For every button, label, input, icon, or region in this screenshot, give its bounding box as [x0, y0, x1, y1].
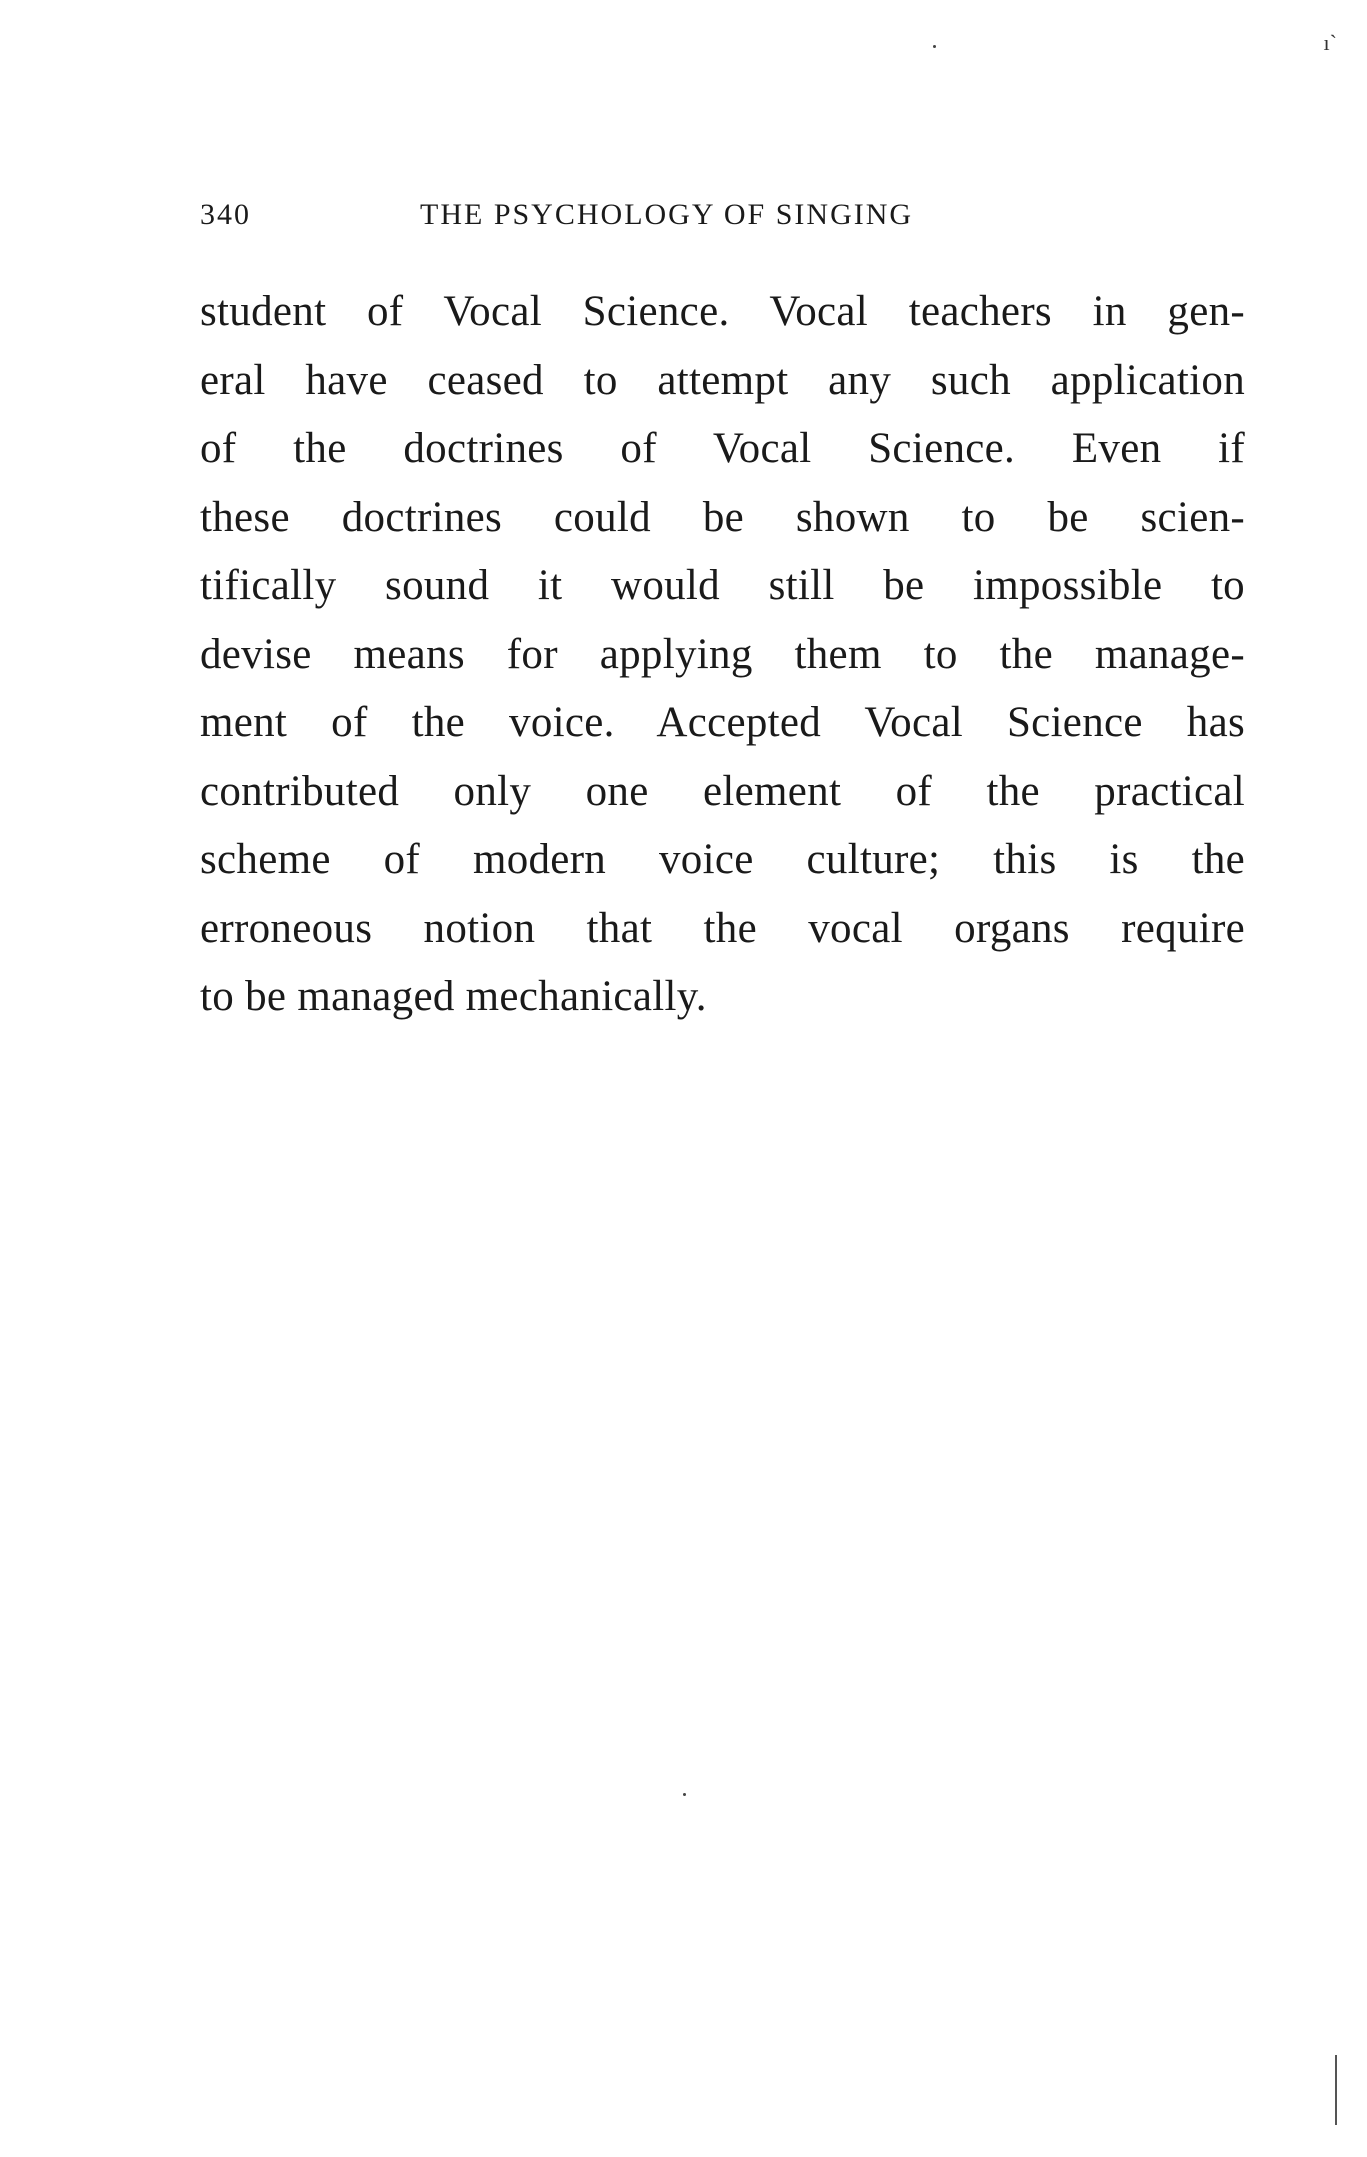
- text-line: ment of the voice. Accepted Vocal Science has: [200, 699, 1245, 746]
- running-header: [200, 198, 1245, 234]
- text-line: student of Vocal Science. Vocal teachers in gen-: [200, 288, 1245, 335]
- running-title: THE PSYCHOLOGY OF SINGING: [420, 198, 914, 231]
- body-paragraph: [200, 278, 1245, 1032]
- text-line: contributed only one element of the practical: [200, 767, 1245, 815]
- text-line: scheme of modern voice culture; this is the: [200, 836, 1245, 883]
- scan-corner-mark: ı`: [1323, 30, 1337, 55]
- text-line: tifically sound it would still be impossible to: [200, 562, 1245, 609]
- text-line: eral have ceased to attempt any such application: [200, 356, 1245, 404]
- text-line: devise means for applying them to the manage-: [200, 630, 1245, 678]
- scan-speck: [683, 1793, 686, 1796]
- text-line: of the doctrines of Vocal Science. Even if: [200, 425, 1245, 472]
- text-line: erroneous notion that the vocal organs require: [200, 904, 1245, 952]
- page-number: 340: [200, 198, 251, 231]
- text-line-last: to be managed mechanically.: [200, 973, 707, 1020]
- text-line: these doctrines could be shown to be scien-: [200, 493, 1245, 541]
- scan-speck: [933, 45, 936, 48]
- scan-edge-line: [1335, 2055, 1337, 2125]
